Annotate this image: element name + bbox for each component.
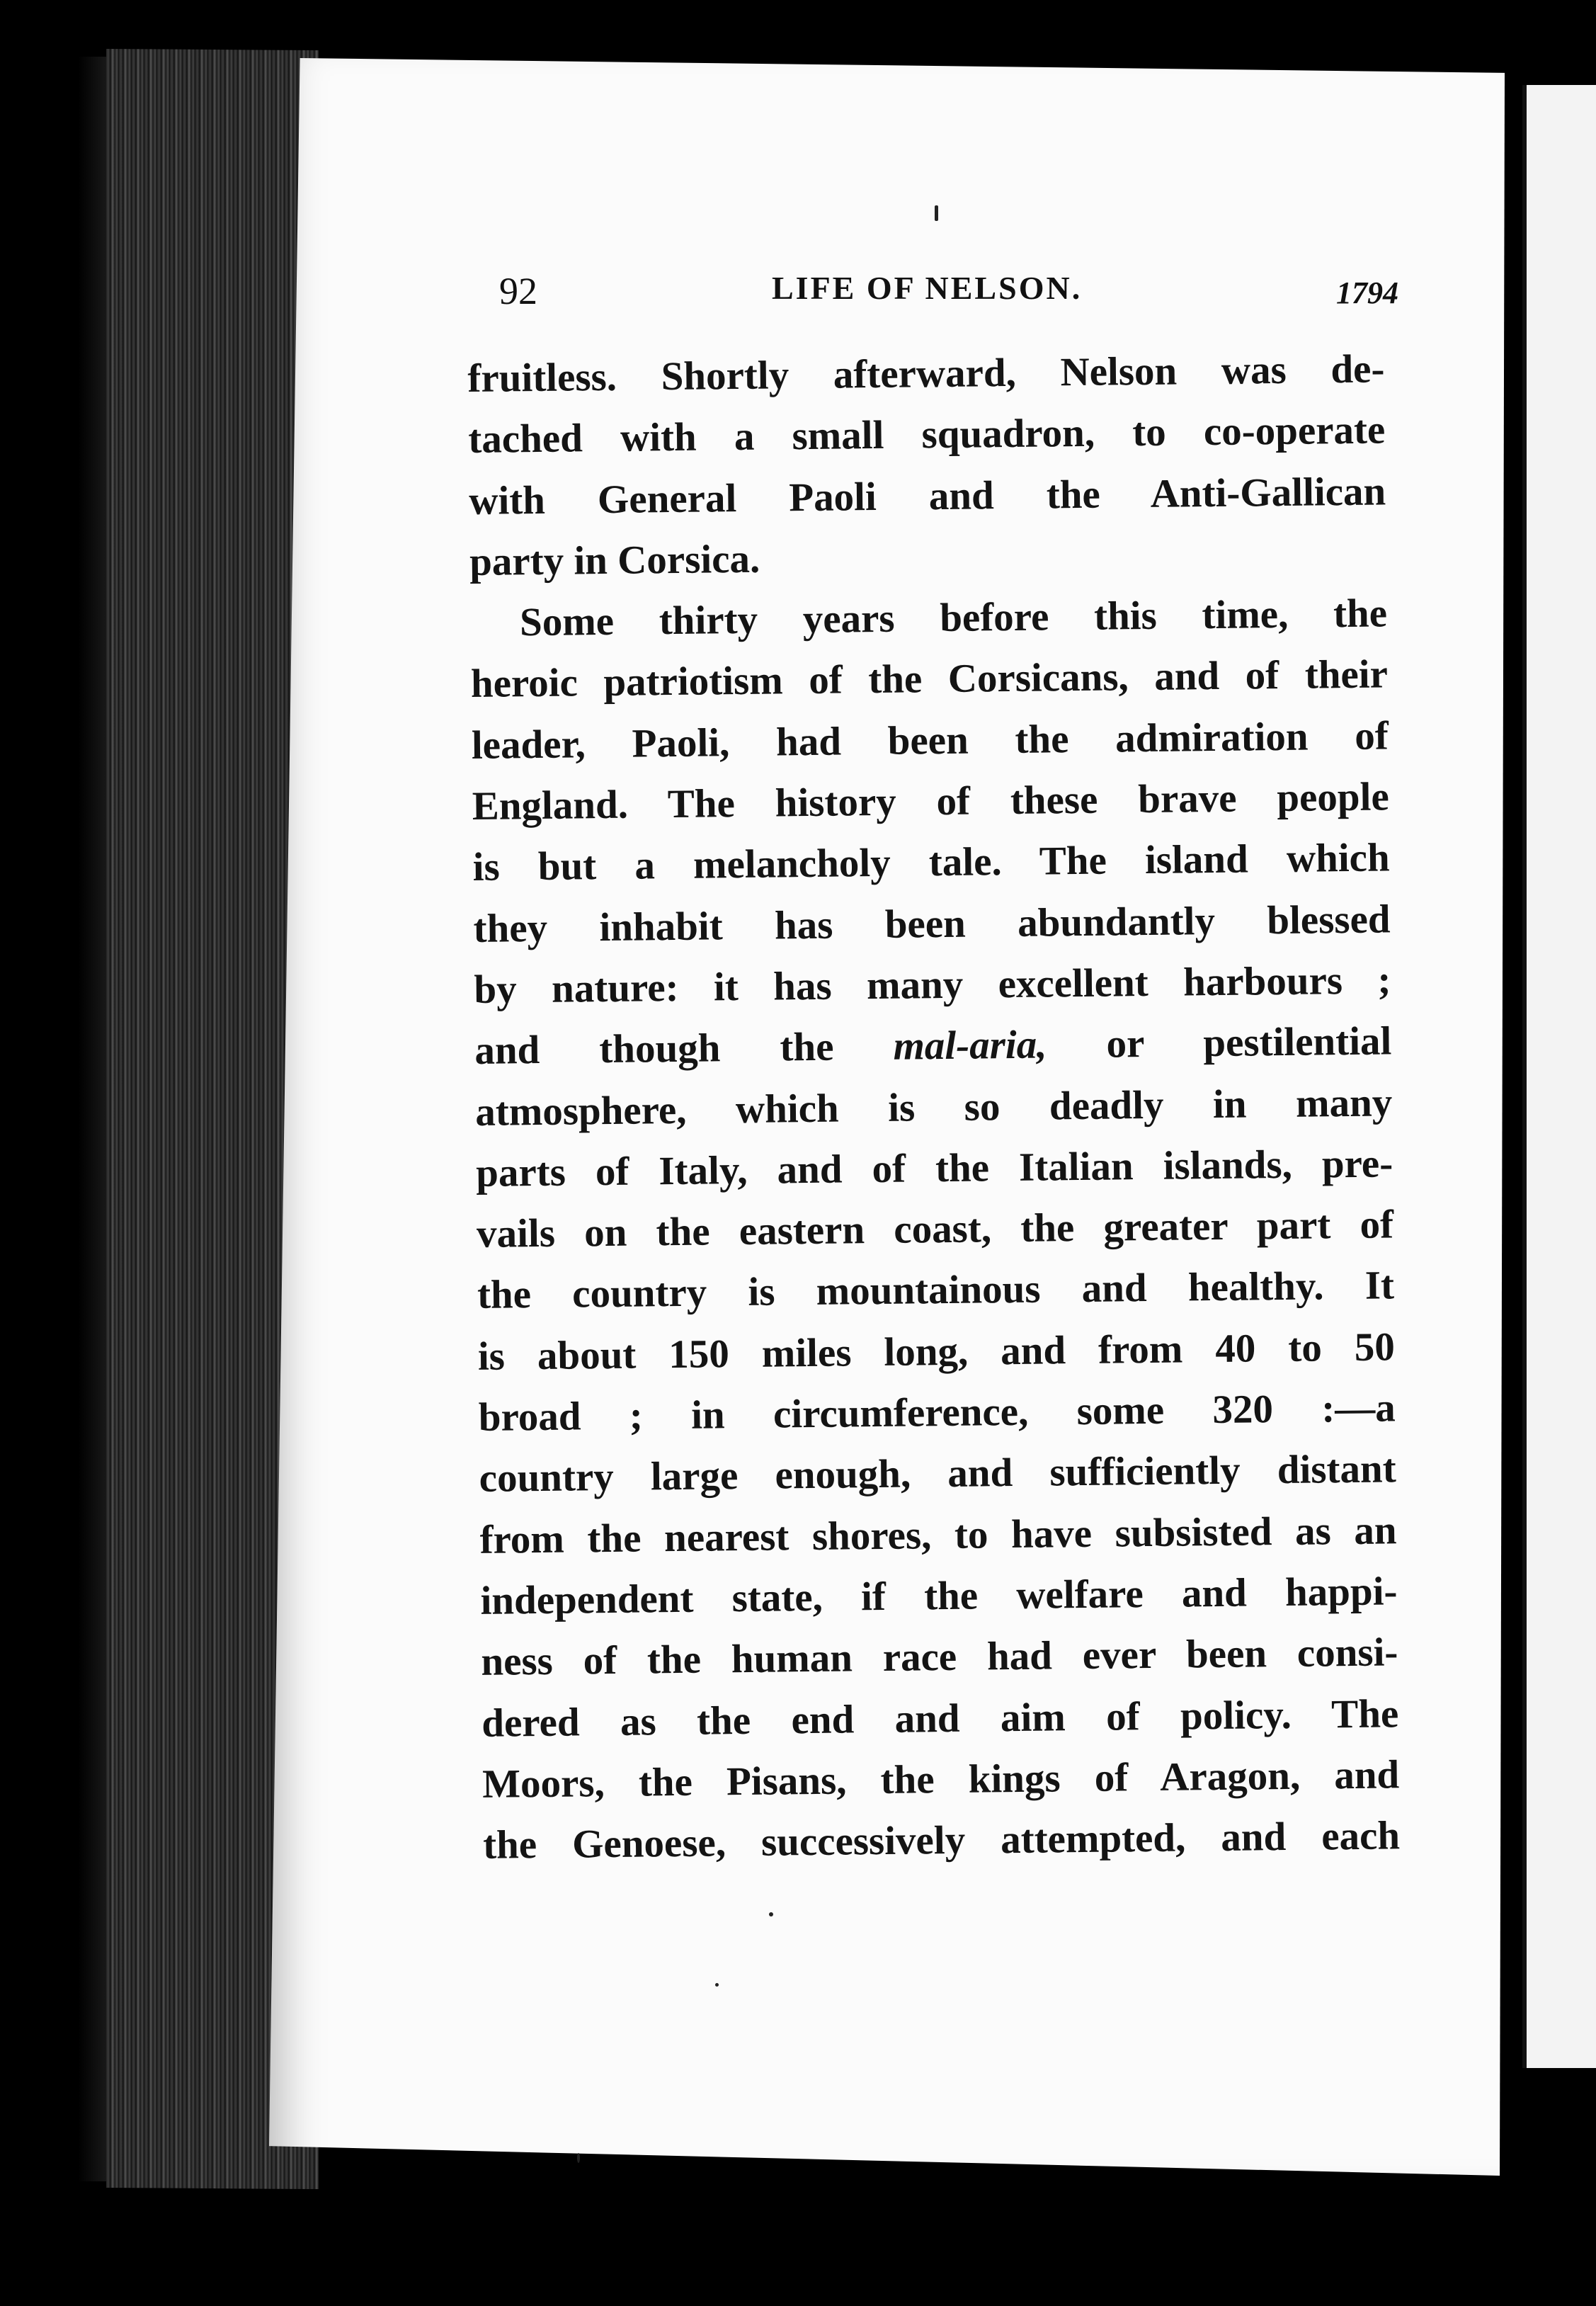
text-line: parts of Italy, and of the Italian islands, pre- xyxy=(475,1141,1393,1195)
text-line: fruitless. Shortly afterward, Nelson was de- xyxy=(467,346,1385,401)
text-line: by nature: it has many excellent harbours ; xyxy=(474,958,1391,1012)
running-year: 1794 xyxy=(1336,276,1398,310)
running-title: LIFE OF NELSON. xyxy=(772,270,1083,306)
text-line: England. The history of these brave people xyxy=(472,774,1390,829)
text-line: with General Paoli and the Anti-Gallican xyxy=(468,469,1386,523)
text-line: dered as the end and aim of policy. The xyxy=(481,1691,1399,1746)
text-line: heroic patriotism of the Corsicans, and of their xyxy=(470,652,1389,707)
adjacent-page-edge xyxy=(1522,85,1596,2068)
text-line: vails on the eastern coast, the greater part of xyxy=(476,1202,1394,1257)
text-line: atmosphere, which is so deadly in many xyxy=(474,1079,1393,1135)
text-line xyxy=(474,1011,1392,1082)
text-line: the country is mountainous and healthy. It xyxy=(477,1263,1395,1318)
ink-speck xyxy=(715,1983,719,1987)
ink-speck xyxy=(769,1912,773,1916)
text-line: Moors, the Pisans, the kings of Aragon, and xyxy=(481,1752,1400,1807)
ink-speck xyxy=(935,205,938,221)
text-line: is about 150 miles long, and from 40 to 50 xyxy=(477,1324,1396,1379)
text-line: ness of the human race had ever been consi- xyxy=(481,1630,1398,1685)
text-line: they inhabit has been abundantly blessed xyxy=(473,897,1391,951)
ink-speck xyxy=(577,2153,580,2163)
text-segment: and though the xyxy=(474,1024,894,1074)
page-number: 92 xyxy=(499,270,537,312)
text-line: leader, Paoli, had been the admiration of xyxy=(471,713,1389,768)
text-line: tached with a small squadron, to co-operate xyxy=(468,407,1386,462)
text-line: country large enough, and sufficiently distant xyxy=(479,1446,1396,1501)
text-line: party in Corsica. xyxy=(469,536,760,584)
text-line: the Genoese, successively attempted, and each xyxy=(482,1813,1401,1868)
text-segment: or pestilential xyxy=(1047,1018,1392,1067)
text-line: broad ; in circumference, some 320 :—a xyxy=(478,1385,1396,1440)
text-line: is but a melancholy tale. The island which xyxy=(472,835,1390,890)
running-head xyxy=(499,269,1398,319)
italic-term: mal-aria, xyxy=(893,1022,1047,1069)
text-line: from the nearest shores, to have subsisted as an xyxy=(479,1507,1397,1562)
body-text xyxy=(467,339,1401,1876)
text-line: independent state, if the welfare and happi- xyxy=(480,1569,1398,1623)
text-line: Some thirty years before this time, the xyxy=(519,591,1388,645)
